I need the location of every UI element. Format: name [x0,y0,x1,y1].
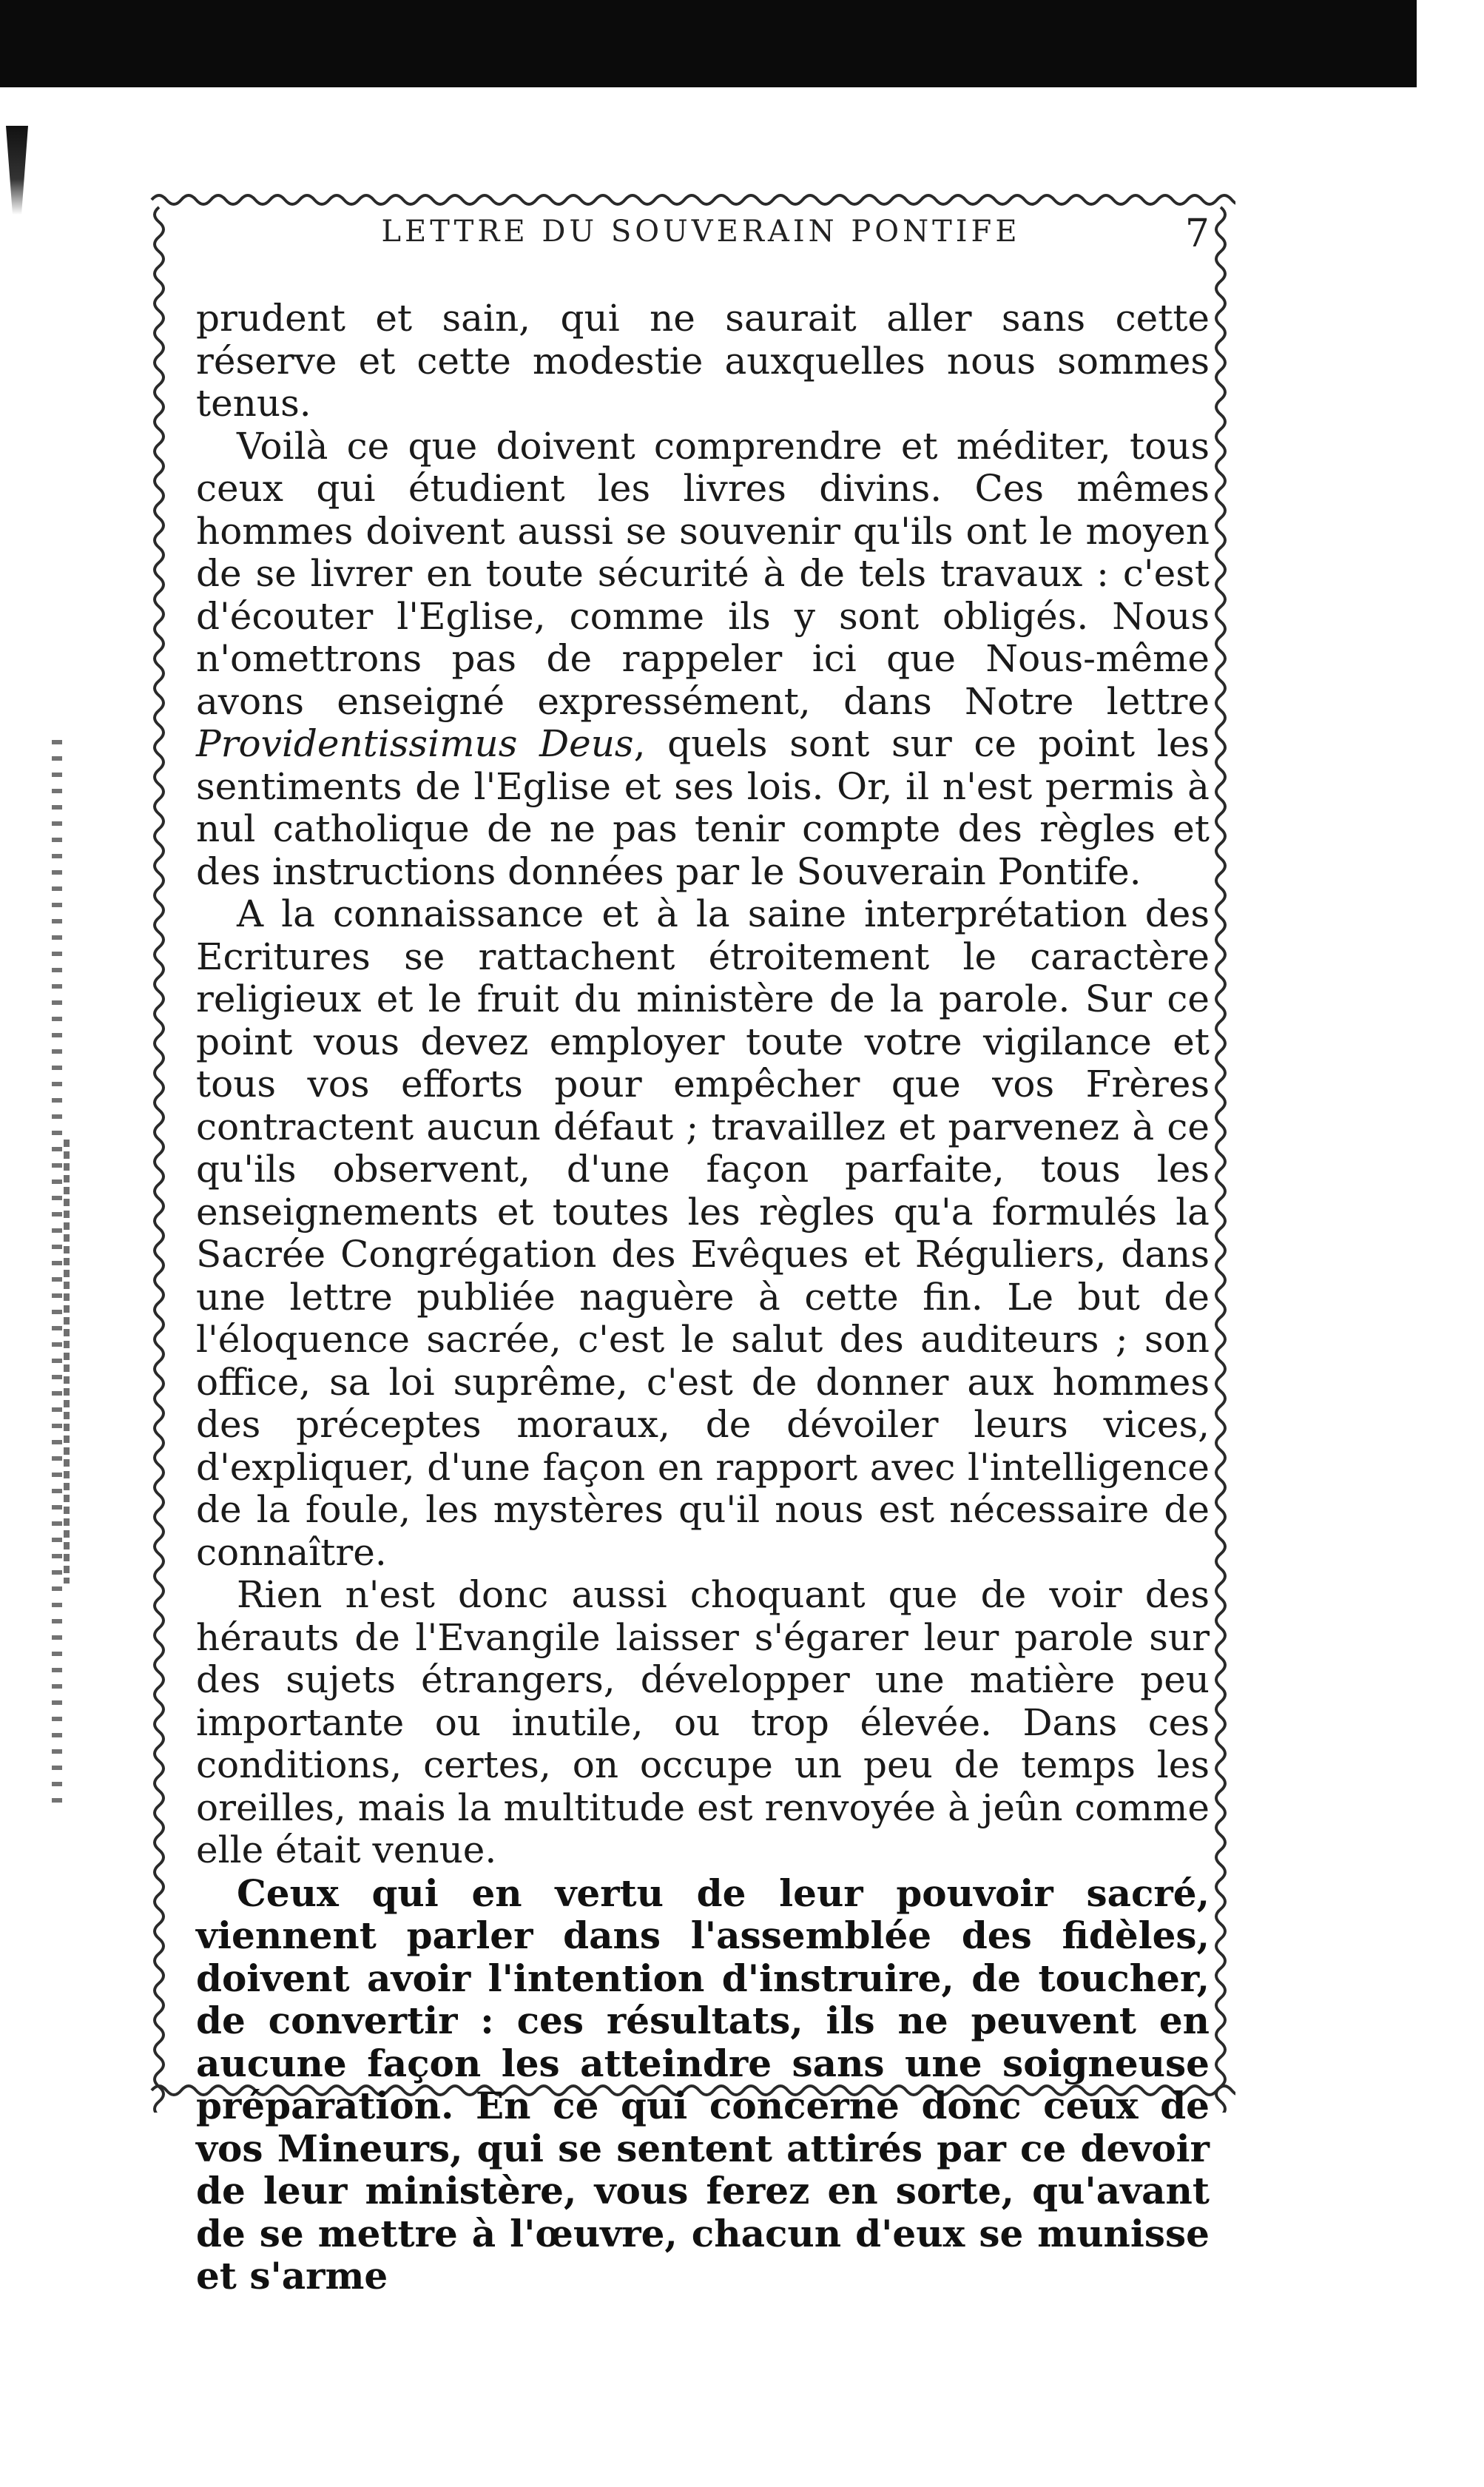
running-title: LETTRE DU SOUVERAIN PONTIFE [381,215,1021,249]
gutter-shadow-inner [64,1140,70,1584]
paragraph-3: A la connaissance et à la saine interprétation des Ecritures se rattachent étroitement le caractère religieux et le fruit du ministère de la parole. Sur ce point vous devez employer toute votre vigilance et tous vos efforts pour empêcher que vos Frères contractent aucun défaut ; travaillez et parvenez à ce qu'ils observent, d'une façon parfaite, tous les enseignements et toutes les règles qu'a formulés la Sacrée Congrégation des Evêques et Réguliers, dans une lettre publiée naguère à cette fin. Le but de l'éloquence sacrée, c'est le salut des auditeurs ; son office, sa loi suprême, c'est de donner aux hommes des préceptes moraux, de dévoiler leurs vices, d'expliquer, d'une façon en rapport avec l'intelligence de la foule, les mystères qu'il nous est nécessaire de connaître. [196,892,1210,1574]
gutter-shadow [52,740,62,1813]
paragraph-5: Ceux qui en vertu de leur pouvoir sacré, viennent parler dans l'assemblée des fidèles, doivent avoir l'intention d'instruire, de toucher, de convertir : ces résultats, ils ne peuvent en aucune façon les atteindre sans une soigneuse préparation. En ce qui concerne donc ceux de vos Mineurs, qui se sentent attirés par ce devoir de leur ministère, vous ferez en sorte, qu'avant de se mettre à l'œuvre, chacun d'eux se munisse et s'arme [196,1871,1210,2298]
page-frame [144,178,1235,2298]
paragraph-1: prudent et sain, qui ne saurait aller sans cette réserve et cette modestie auxquelles nous sommes tenus. [196,297,1210,425]
encyclical-title: Providentissimus Deus [196,722,634,765]
paragraph-4: Rien n'est donc aussi choquant que de voir des hérauts de l'Evangile laisser s'égarer leur parole sur des sujets étrangers, développer une matière peu importante ou inutile, ou trop élevée. Dans ces conditions, certes, on occupe un peu de temps les oreilles, mais la multitude est renvoyée à jeûn comme elle était venue. [196,1573,1210,1871]
binding-mark [6,126,28,215]
page-number: 7 [1184,212,1210,256]
paragraph-2 [196,425,1210,894]
body-text [196,297,1210,2298]
paragraph-2-part-b: , quels sont sur ce point les sentiments de l'Eglise et ses lois. Or, il n'est permis à nul catholique de ne pas tenir compte des règles et des instructions données par le Souverain Pontife. [196,722,1210,893]
running-head [192,212,1210,259]
scan-top-border [0,0,1417,87]
paragraph-2-part-a: Voilà ce que doivent comprendre et méditer, tous ceux qui étudient les livres divins. Ces mêmes hommes doivent aussi se souvenir qu'ils ont le moyen de se livrer en toute sécurité à de tels travaux : c'est d'écouter l'Eglise, comme ils y sont obligés. Nous n'omettrons pas de rappeler ici que Nous-même avons enseigné expressément, dans Notre lettre [196,424,1210,723]
